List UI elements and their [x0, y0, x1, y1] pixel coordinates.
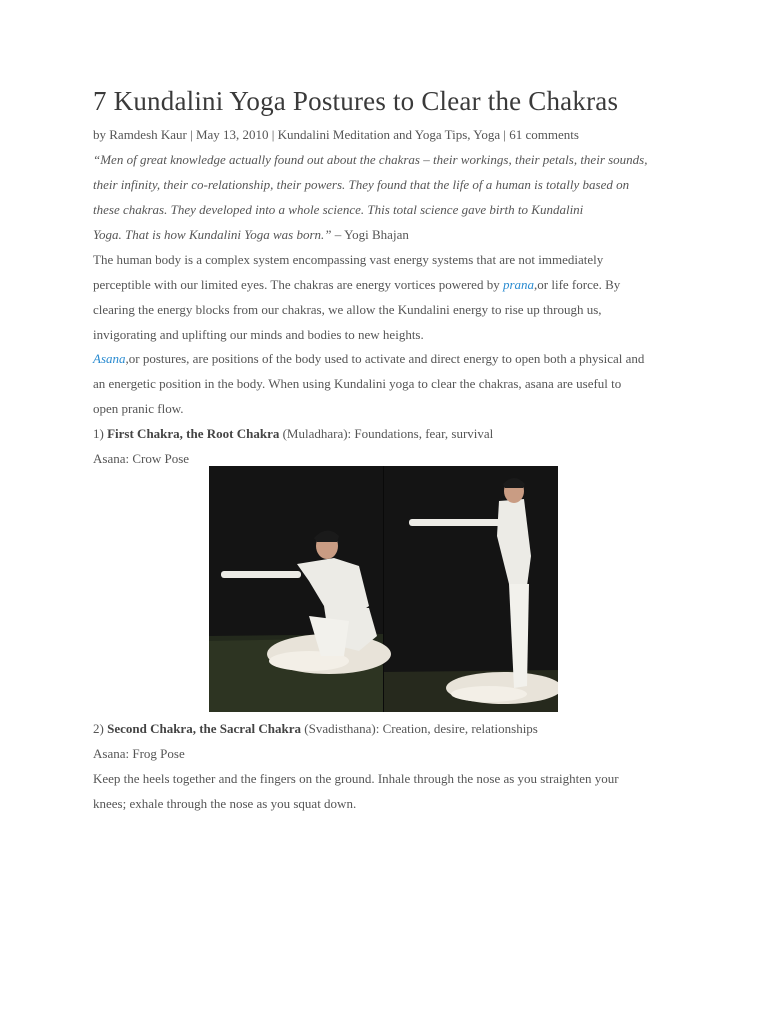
paragraph-line: Keep the heels together and the fingers on the ground. Inhale through the nose as you straighten your	[93, 771, 619, 786]
chakra-description: (Svadisthana): Creation, desire, relationships	[301, 721, 538, 736]
chakra-description: (Muladhara): Foundations, fear, survival	[279, 426, 494, 441]
paragraph-text: ,or postures, are positions of the body used to activate and direct energy to open both a physical and	[125, 351, 645, 366]
quote-line: these chakras. They developed into a whole science. This total science gave birth to Kundalini	[93, 202, 584, 217]
quote-line: Yoga. That is how Kundalini Yoga was born.”	[93, 227, 332, 242]
page-title: 7 Kundalini Yoga Postures to Clear the Chakras	[93, 86, 619, 116]
paragraph-text: perceptible with our limited eyes. The chakras are energy vortices powered by	[93, 277, 503, 292]
chakra-heading	[93, 721, 538, 737]
paragraph-line	[93, 277, 620, 293]
prana-link[interactable]: prana	[502, 277, 535, 292]
crow-pose-illustration	[209, 466, 558, 712]
paragraph-line: knees; exhale through the nose as you squat down.	[93, 796, 357, 811]
chakra-heading	[93, 426, 493, 442]
chakra-name: First Chakra, the Root Chakra	[107, 426, 280, 441]
paragraph-line: clearing the energy blocks from our chakras, we allow the Kundalini energy to rise up through us,	[93, 302, 602, 317]
quote-attribution: – Yogi Bhajan	[331, 227, 409, 242]
chakra-name: Second Chakra, the Sacral Chakra	[107, 721, 302, 736]
quote-line: “Men of great knowledge actually found out about the chakras – their workings, their petals, their sounds,	[93, 152, 648, 167]
asana-link[interactable]: Asana	[93, 351, 126, 366]
asana-label: Asana: Frog Pose	[93, 746, 185, 761]
paragraph-line: invigorating and uplifting our minds and bodies to new heights.	[93, 327, 424, 342]
chakra-number: 2)	[93, 721, 108, 736]
asana-label: Asana: Crow Pose	[93, 451, 190, 466]
paragraph-text: ,or life force. By	[534, 277, 621, 292]
byline: by Ramdesh Kaur | May 13, 2010 | Kundalini Meditation and Yoga Tips, Yoga | 61 comments	[93, 127, 579, 142]
quote-last-line	[93, 227, 409, 243]
crow-pose-photo	[209, 466, 558, 712]
quote-line: their infinity, their co-relationship, their powers. They found that the life of a human is totally based on	[93, 177, 630, 192]
paragraph-line: an energetic position in the body. When using Kundalini yoga to clear the chakras, asana are useful to	[93, 376, 622, 391]
chakra-number: 1)	[93, 426, 108, 441]
paragraph-line: The human body is a complex system encompassing vast energy systems that are not immediately	[93, 252, 604, 267]
paragraph-line	[93, 351, 644, 367]
paragraph-line: open pranic flow.	[93, 401, 184, 416]
